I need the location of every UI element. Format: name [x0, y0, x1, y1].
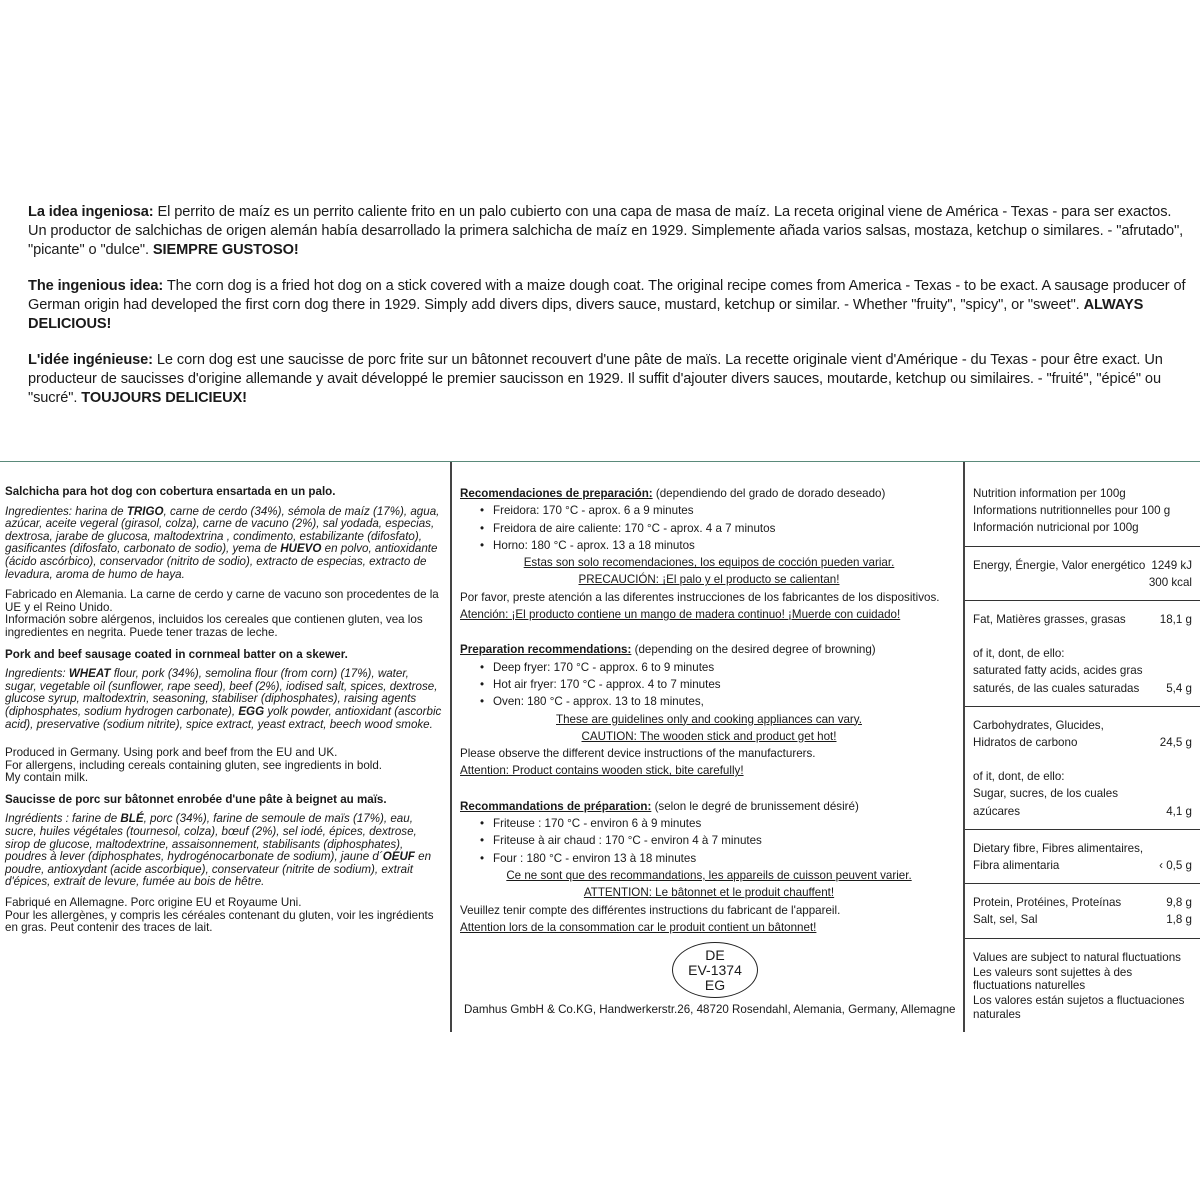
nutrition-notes: Values are subject to natural fluctuations Les valeurs sont sujettes à des fluctuations naturelles Los valores están sujetos a fluctuaciones naturales	[973, 950, 1185, 1021]
health-mark-oval: DE EV-1374 EG	[672, 942, 758, 998]
intro-fr: L'idée ingénieuse: Le corn dog est une saucisse de porc frite sur un bâtonnet recouvert d'une pâte de maïs. La recette originale vient d'Amérique - du Texas - pour être exact. Un producteur de saucisses d'origine allemande y avait développé le premier saucisson en 1929. Il suffit d'ajouter divers sauces, moutarde, ketchup ou similaires. - "fruité", "épicé" ou "sucré". TOUJOURS DELICIEUX!	[28, 352, 1163, 406]
nutrition-header: Nutrition information per 100g Informations nutritionnelles pour 100 g Información nutricional por 100g	[965, 475, 1200, 547]
manufacturer-address: Damhus GmbH & Co.KG, Handwerkerstr.26, 48720 Rosendahl, Alemania, Germany, Allemagne	[464, 1003, 956, 1016]
intro-es: La idea ingeniosa: El perrito de maíz es un perrito caliente frito en un palo cubierto con una capa de masa de maíz. La receta original viene de América - Texas - para ser exactos. Un productor de salchichas de origen alemán había desarrollado la primera salchicha de maíz en 1929. Simplemente añada varios salsas, mostaza, ketchup o similares. - "afrutado", "picante" o "dulce". SIEMPRE GUSTOSO!	[28, 204, 1184, 258]
nutrition-fibre: Dietary fibre, Fibres alimentaires, Fibra alimentaria ‹ 0,5 g	[965, 830, 1200, 884]
prep-block-es: Recomendaciones de preparación: (dependiendo del grado de dorado deseado) • Freidora: 170 °C - aprox. 6 a 9 minutes • Freidora de aire caliente: 170 °C - aprox. 4 a 7 minutos • Horno: 180 °C - aprox. 13 a 18 minutos Estas son solo recomendaciones, los equipos de cocción pueden variar. PRECAUCIÓN: ¡El palo y el producto se calientan! Por favor, preste atención a las diferentes instrucciones de los fabricantes de los dispositivos. Atención: ¡El producto contiene un mango de madera continuo! ¡Muerde con cuidado!	[460, 485, 958, 623]
prep-caution-en: CAUTION: The wooden stick and product get hot!	[581, 729, 837, 743]
allergen: TRIGO	[126, 504, 164, 518]
prep-heading-es: Recomendaciones de preparación:	[460, 487, 653, 500]
allergen: WHEAT	[68, 667, 111, 681]
list-item: • Friteuse : 170 °C - environ 6 à 9 minutes	[480, 815, 958, 832]
allergen: BLÉ	[120, 812, 144, 826]
ingredients-title-en: Pork and beef sausage coated in cornmeal batter on a skewer.	[5, 647, 348, 661]
nutrition-fat: Fat, Matières grasses, grasas 18,1 g of it, dont, de ello: saturated fatty acids, acides gras saturés, de las cuales saturadas 5,4 g	[965, 601, 1200, 707]
prep-block-en: Preparation recommendations: (depending on the desired degree of browning) • Deep fryer: 170 °C - approx. 6 to 9 minutes • Hot air fryer: 170 °C - approx. 4 to 7 minutes • Oven: 180 °C - approx. 13 to 18 minutes, These are guidelines only and cooking appliances can vary. CAUTION: The wooden stick and product get hot! Please observe the different device instructions of the manufacturers. Attention: Product contains wooden stick, bite carefully!	[460, 641, 958, 779]
prep-heading-fr: Recommandations de préparation:	[460, 799, 652, 813]
nutrition-energy: Energy, Énergie, Valor energético 1249 kJ 300 kcal	[965, 547, 1200, 601]
ingredients-text-es: Ingredientes: harina de TRIGO, carne de cerdo (34%), sémola de maíz (17%), agua, azúcar, aceite vegeral (girasol, colza), carne de vacuno (2%), sal yodada, especias, dextrosa, jarabe de glucosa, maltodextrina , condimento, estabilizante (difosfato), gasificantes (difosfato, carbonato de sodio), yema de HUEVO en polvo, antioxidante (ácido ascórbico), conservador (nitrito de sodio), extracto de especias, extracto de levadura, aroma de humo de haya.	[5, 504, 440, 581]
prep-attention-es: Atención: ¡El producto contiene un mango de madera continuo! ¡Muerde con cuidado!	[460, 608, 901, 622]
intro-section	[28, 203, 1188, 425]
nutrition-column	[965, 475, 1200, 1032]
prep-list-fr	[460, 815, 958, 867]
prep-observe-es: Por favor, preste atención a las diferentes instrucciones de los fabricantes de los dispositivos.	[460, 590, 940, 604]
prep-attention-en: Attention: Product contains wooden stick, bite carefully!	[460, 764, 744, 778]
panel-top-divider	[0, 461, 1200, 462]
nutrition-carbohydrates: Carbohydrates, Glucides, Hidratos de carbono 24,5 g of it, dont, de ello: Sugar, sucres, de los cuales azúcares 4,1 g	[965, 707, 1200, 830]
list-item: • Freidora de aire caliente: 170 °C - aprox. 4 a 7 minutos	[480, 520, 958, 537]
prep-guideline-fr: Ce ne sont que des recommandations, les appareils de cuisson peuvent varier.	[506, 868, 912, 882]
list-item: • Deep fryer: 170 °C - approx. 6 to 9 minutes	[480, 659, 958, 676]
allergen: EGG	[238, 704, 265, 718]
prep-attention-fr: Attention lors de la consommation car le produit contient un bâtonnet!	[460, 920, 817, 934]
preparation-column	[460, 485, 958, 954]
intro-en: The ingenious idea: The corn dog is a fried hot dog on a stick covered with a maize dough coat. The original recipe comes from America - Texas - to be exact. A sausage producer of German origin had developed the first corn dog there in 1929. Simply add divers dips, divers sauce, mustard, ketchup or similar. - Whether "fruity", "spicy", or "sweet". ALWAYS DELICIOUS!	[28, 278, 1186, 332]
nutrition-protein-salt: Protein, Protéines, Proteínas 9,8 g Salt, sel, Sal 1,8 g	[965, 884, 1200, 938]
prep-list-es	[460, 502, 958, 554]
list-item: • Hot air fryer: 170 °C - approx. 4 to 7 minutes	[480, 676, 958, 693]
prep-observe-en: Please observe the different device instructions of the manufacturers.	[460, 747, 816, 761]
column-divider-left	[450, 462, 452, 1032]
list-item: • Horno: 180 °C - aprox. 13 a 18 minutos	[480, 537, 958, 554]
ingredients-title-fr: Saucisse de porc sur bâtonnet enrobée d'une pâte à beignet au maïs.	[5, 792, 387, 806]
prep-heading-en: Preparation recommendations:	[460, 643, 632, 657]
prep-list-en	[460, 659, 958, 711]
list-item: • Freidora: 170 °C - aprox. 6 a 9 minutes	[480, 502, 958, 519]
list-item: • Oven: 180 °C - approx. 13 to 18 minutes,	[480, 693, 958, 710]
ingredients-text-en: Ingredients: WHEAT flour, pork (34%), semolina flour (from corn) (17%), water, sugar, vegetable oil (sunflower, rape seed), beef (2%), iodised salt, spices, dextrose, glucose syrup, maltodextrin, seasoning, stabiliser (diphosphates), raising agents (diphosphates, sodium hydrogen carbonate), EGG yolk powder, antioxidant (ascorbic acid), preservative (sodium nitrite), spice extract, yeast extract, beech wood smoke.	[5, 667, 442, 731]
ingredients-title-es: Salchicha para hot dog con cobertura ensartada en un palo.	[5, 485, 336, 498]
allergen: OEUF	[382, 850, 415, 864]
allergen: HUEVO	[280, 542, 322, 556]
list-item: • Four : 180 °C - environ 13 à 18 minutes	[480, 850, 958, 867]
prep-observe-fr: Veuillez tenir compte des différentes instructions du fabricant de l'appareil.	[460, 903, 841, 917]
ingredients-column	[5, 486, 443, 944]
prep-guideline-en: These are guidelines only and cooking appliances can vary.	[556, 712, 862, 726]
origin-note-fr: Fabriqué en Allemagne. Porc origine EU et Royaume Uni. Pour les allergènes, y compris les céréales contenant du gluten, voir les ingrédients en gras. Peut contenir des traces de lait.	[5, 896, 434, 935]
prep-guideline-es: Estas son solo recomendaciones, los equipos de cocción pueden variar.	[523, 556, 895, 570]
origin-note-en: Produced in Germany. Using pork and beef from the EU and UK. For allergens, including cereals containing gluten, see ingredients in bold. My contain milk.	[5, 746, 383, 785]
prep-caution-fr: ATTENTION: Le bâtonnet et le produit chauffent!	[583, 886, 835, 900]
origin-note-es: Fabricado en Alemania. La carne de cerdo y carne de vacuno son procedentes de la UE y el Reino Unido. Información sobre alérgenos, incluidos los cereales que contienen gluten, vea los ingredientes en negrita. Puede tener trazas de leche.	[5, 588, 439, 639]
prep-caution-es: PRECAUCIÓN: ¡El palo y el producto se calientan!	[578, 573, 840, 587]
list-item: • Friteuse à air chaud : 170 °C - environ 4 à 7 minutes	[480, 832, 958, 849]
ingredients-text-fr: Ingrédients : farine de BLÉ, porc (34%), farine de semoule de maïs (17%), eau, sucre, huiles végétales (tournesol, colza), bœuf (2%), sel iodé, épices, dextrose, sirop de glucose, maltodextrine, assaisonnement, stabilisants (diphosphates), poudres à lever (diphosphates, hydrogénocarbonate de sodium), jaune d´OEUF en poudre, antioxydant (acide ascorbique), conservateur (nitrite de sodium), extrait d'épices, extrait de levure, fumée au bois de hêtre.	[5, 812, 432, 889]
prep-block-fr: Recommandations de préparation: (selon le degré de brunissement désiré) • Friteuse : 170 °C - environ 6 à 9 minutes • Friteuse à air chaud : 170 °C - environ 4 à 7 minutes • Four : 180 °C - environ 13 à 18 minutes Ce ne sont que des recommandations, les appareils de cuisson peuvent varier. ATTENTION: Le bâtonnet et le produit chauffent! Veuillez tenir compte des différentes instructions du fabricant de l'appareil. Attention lors de la consommation car le produit contient un bâtonnet!	[460, 798, 958, 936]
